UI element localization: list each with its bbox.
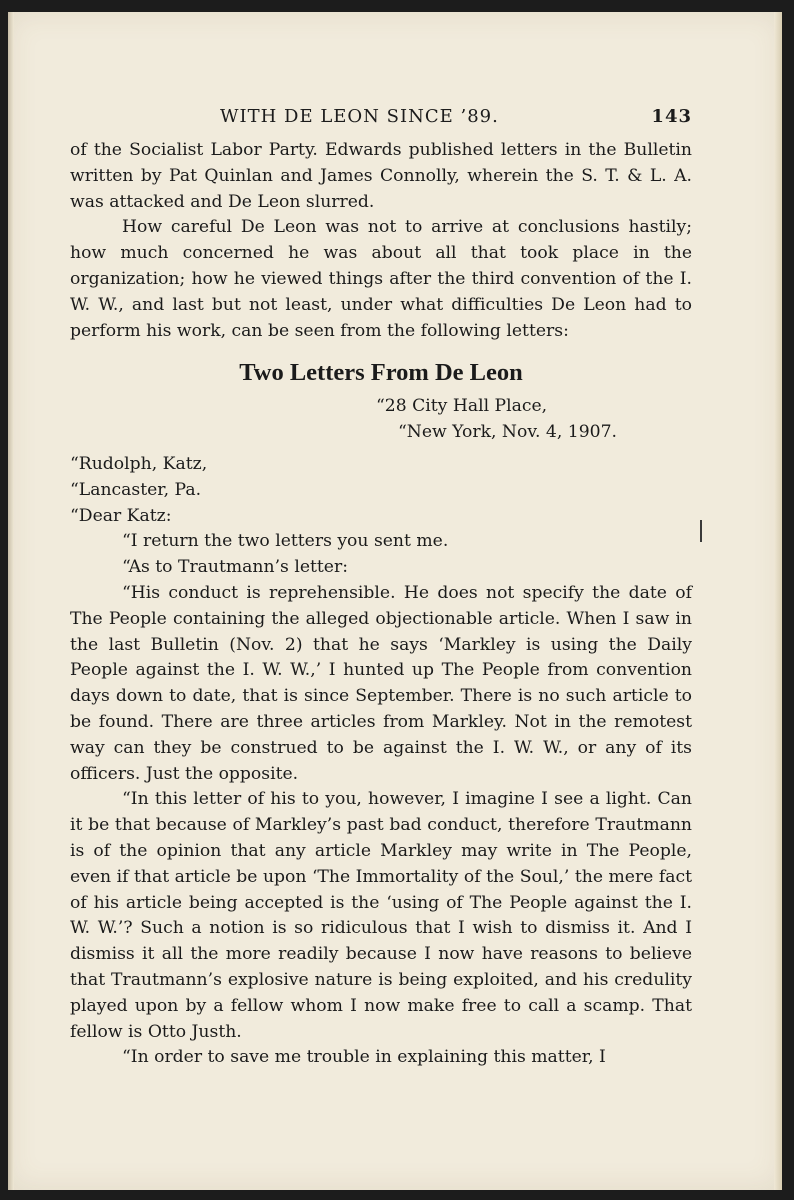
paragraph-2: How careful De Leon was not to arrive at conclusions hastily; how much concerned he was about all that took place in the organization; how he viewed things after the third convention of the I. W. W., and last but not least, under what difficulties De Leon had to perform his work, can be seen from the following letters: bbox=[70, 217, 692, 341]
paragraph-5: “His conduct is reprehensible. He does not specify the date of The People containing the alleged objectionable article. When I saw in the last Bulletin (Nov. 2) that he says ‘Markley is using the Daily People against the I. W. W.,’ I hunted up The People from convention days down to date, that is since September. There is no such article to be found. There are three articles from Markley. Not in the remotest way can they be construed to be against the I. W. W., or any of its officers. Just the opposite. bbox=[70, 582, 692, 784]
page-number: 143 bbox=[651, 106, 692, 127]
recipient-location: “Lancaster, Pa. bbox=[70, 479, 202, 500]
running-title: WITH DE LEON SINCE ’89. bbox=[220, 106, 499, 127]
recipient-name: “Rudolph, Katz, bbox=[70, 453, 208, 474]
paragraph-7: “In order to save me trouble in explaining this matter, I bbox=[122, 1047, 606, 1068]
salutation: “Dear Katz: bbox=[70, 505, 172, 526]
paragraph-3: “I return the two letters you sent me. bbox=[122, 531, 449, 552]
margin-mark bbox=[700, 520, 702, 542]
paragraph-6: “In this letter of his to you, however, I imagine I see a light. Can it be that because of Markley’s past bad conduct, therefore Trautmann is of the opinion that any article Markley may write in The People, even if that article be upon ‘The Immortality of the Soul,’ the mere fact of his article being accepted is the ‘using of The People against the I. W. W.’? Such a notion is so ridiculous that I wish to dismiss it. And I dismiss it all the more readily because I now have reasons to believe that Trautmann’s explosive nature is being exploited, and his credulity played upon by a fellow whom I now make free to call a scamp. That fellow is Otto Justh. bbox=[70, 789, 692, 1042]
paragraph-4: “As to Trautmann’s letter: bbox=[122, 557, 348, 578]
running-header bbox=[70, 104, 692, 134]
page-text bbox=[70, 104, 692, 1071]
letter-address-line-1: “28 City Hall Place, bbox=[376, 396, 548, 417]
letter-address-line-2: “New York, Nov. 4, 1907. bbox=[398, 422, 617, 443]
book-page bbox=[8, 12, 782, 1190]
paragraph-1: of the Socialist Labor Party. Edwards published letters in the Bulletin written by Pat Quinlan and James Connolly, wherein the S. T. & L. A. was attacked and De Leon slurred. bbox=[70, 140, 692, 212]
section-heading: Two Letters From De Leon bbox=[239, 359, 523, 387]
